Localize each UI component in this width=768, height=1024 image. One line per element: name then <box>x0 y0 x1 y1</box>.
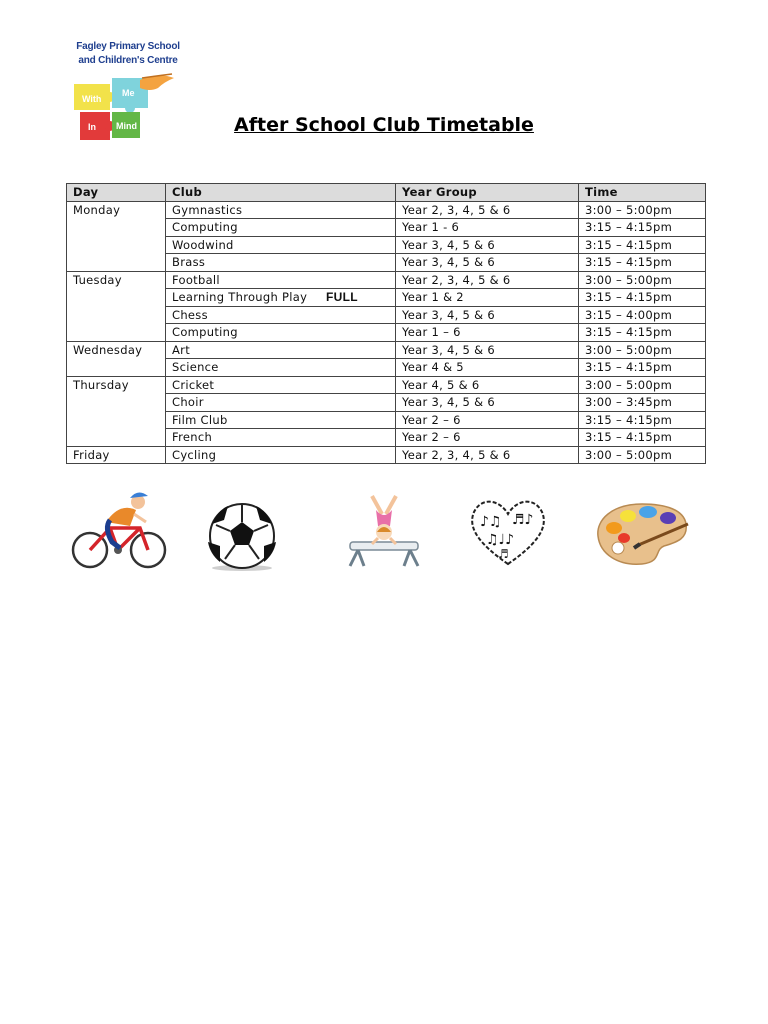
year-cell: Year 1 - 6 <box>396 219 579 237</box>
year-cell: Year 3, 4, 5 & 6 <box>396 254 579 272</box>
time-cell: 3:15 – 4:15pm <box>579 324 706 342</box>
club-cell: Film Club <box>166 411 396 429</box>
year-cell: Year 2, 3, 4, 5 & 6 <box>396 446 579 464</box>
time-cell: 3:15 – 4:00pm <box>579 306 706 324</box>
time-cell: 3:15 – 4:15pm <box>579 411 706 429</box>
year-cell: Year 4 & 5 <box>396 359 579 377</box>
club-cell: Computing <box>166 324 396 342</box>
club-cell: Football <box>166 271 396 289</box>
table-row <box>67 201 706 219</box>
cyclist-icon <box>70 488 168 574</box>
day-cell: Friday <box>67 446 166 464</box>
club-cell: Science <box>166 359 396 377</box>
svg-text:♬: ♬ <box>498 547 509 561</box>
header-year-group: Year Group <box>396 184 579 202</box>
club-cell: Woodwind <box>166 236 396 254</box>
day-cell: Thursday <box>67 376 166 446</box>
school-name <box>72 40 184 68</box>
time-cell: 3:00 – 5:00pm <box>579 446 706 464</box>
club-cell: Cycling <box>166 446 396 464</box>
time-cell: 3:15 – 4:15pm <box>579 359 706 377</box>
table-header-row <box>67 184 706 202</box>
football-icon <box>200 500 284 572</box>
time-cell: 3:00 – 5:00pm <box>579 201 706 219</box>
music-heart-icon <box>466 496 550 568</box>
school-name-line1: Fagley Primary School <box>76 41 180 52</box>
table-row <box>67 446 706 464</box>
full-badge: FULL <box>326 290 358 304</box>
table-row <box>67 341 706 359</box>
time-cell: 3:15 – 4:15pm <box>579 219 706 237</box>
svg-text:♪♫: ♪♫ <box>480 514 502 530</box>
header-club: Club <box>166 184 396 202</box>
school-name-line2: and Children's Centre <box>78 55 178 66</box>
club-cell <box>166 289 396 307</box>
day-cell: Tuesday <box>67 271 166 341</box>
header-day: Day <box>67 184 166 202</box>
club-cell: French <box>166 429 396 447</box>
puzzle-word-in: In <box>88 122 96 132</box>
table-row <box>67 376 706 394</box>
year-cell: Year 1 & 2 <box>396 289 579 307</box>
svg-text:♬♪: ♬♪ <box>512 512 534 528</box>
svg-text:♫♩♪: ♫♩♪ <box>486 532 515 548</box>
year-cell: Year 2, 3, 4, 5 & 6 <box>396 201 579 219</box>
year-cell: Year 3, 4, 5 & 6 <box>396 394 579 412</box>
year-cell: Year 3, 4, 5 & 6 <box>396 236 579 254</box>
time-cell: 3:00 – 5:00pm <box>579 376 706 394</box>
time-cell: 3:15 – 4:15pm <box>579 236 706 254</box>
club-cell: Chess <box>166 306 396 324</box>
table-row <box>67 271 706 289</box>
puzzle-word-with: With <box>82 94 102 104</box>
page-title: After School Club Timetable <box>234 114 534 136</box>
puzzle-word-me: Me <box>122 88 135 98</box>
gymnast-icon <box>344 492 424 570</box>
time-cell: 3:00 – 5:00pm <box>579 271 706 289</box>
time-cell: 3:15 – 4:15pm <box>579 254 706 272</box>
day-cell: Wednesday <box>67 341 166 376</box>
club-cell: Gymnastics <box>166 201 396 219</box>
time-cell: 3:15 – 4:15pm <box>579 429 706 447</box>
club-name: Learning Through Play <box>172 290 308 304</box>
club-cell: Choir <box>166 394 396 412</box>
year-cell: Year 2 – 6 <box>396 411 579 429</box>
paint-palette-icon <box>592 500 692 570</box>
year-cell: Year 2 – 6 <box>396 429 579 447</box>
time-cell: 3:00 – 3:45pm <box>579 394 706 412</box>
header-time: Time <box>579 184 706 202</box>
year-cell: Year 3, 4, 5 & 6 <box>396 306 579 324</box>
club-cell: Cricket <box>166 376 396 394</box>
year-cell: Year 3, 4, 5 & 6 <box>396 341 579 359</box>
timetable <box>66 183 706 464</box>
year-cell: Year 1 – 6 <box>396 324 579 342</box>
year-cell: Year 4, 5 & 6 <box>396 376 579 394</box>
time-cell: 3:15 – 4:15pm <box>579 289 706 307</box>
year-cell: Year 2, 3, 4, 5 & 6 <box>396 271 579 289</box>
club-cell: Brass <box>166 254 396 272</box>
club-cell: Computing <box>166 219 396 237</box>
club-cell: Art <box>166 341 396 359</box>
time-cell: 3:00 – 5:00pm <box>579 341 706 359</box>
puzzle-word-mind: Mind <box>116 121 137 131</box>
day-cell: Monday <box>67 201 166 271</box>
